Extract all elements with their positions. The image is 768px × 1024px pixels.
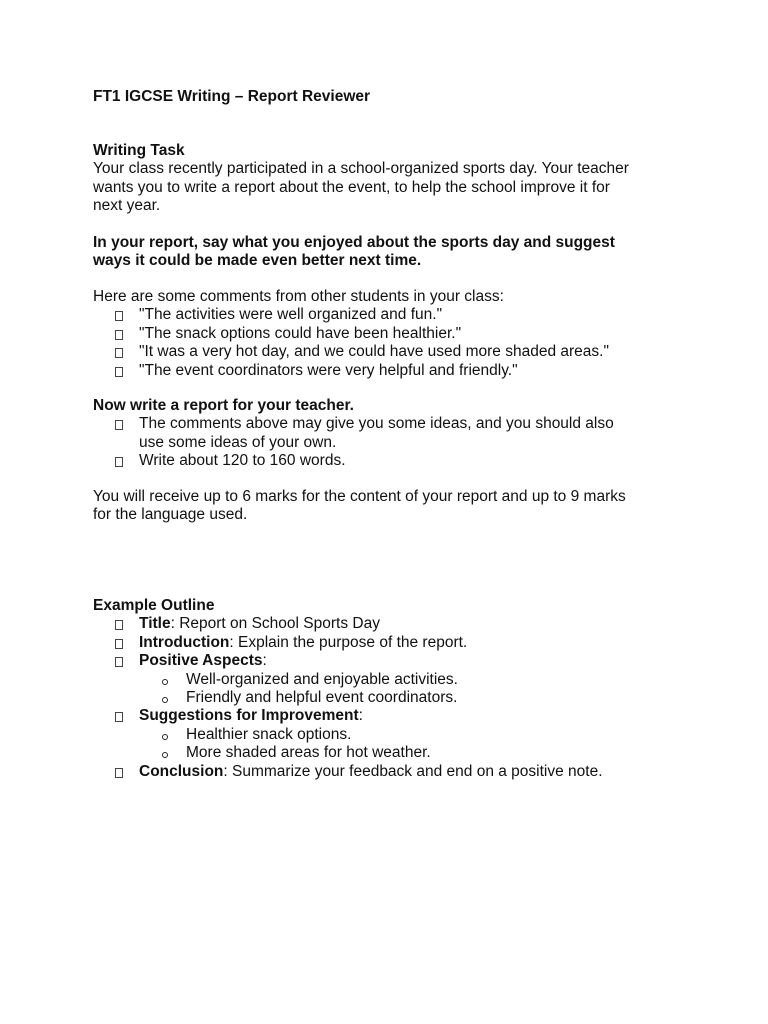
comments-section	[93, 288, 693, 380]
outline-list	[93, 763, 693, 781]
checkbox-bullet-icon	[115, 330, 123, 340]
writing-task-heading: Writing Task	[93, 142, 185, 159]
outline-text: :	[358, 707, 363, 725]
checkbox-bullet-icon	[115, 712, 123, 722]
checkbox-bullet-icon	[115, 348, 123, 358]
instruction-line: ways it could be made even better next time.	[93, 252, 422, 270]
comments-list	[93, 306, 693, 380]
comment-text: "The activities were well organized and fun."	[139, 306, 443, 324]
outline-text: :	[262, 652, 267, 670]
now-write-list	[93, 415, 693, 470]
circle-bullet-icon	[162, 734, 168, 740]
now-write-section	[93, 397, 693, 471]
suggestions-sublist	[93, 726, 693, 763]
marks-line: for the language used.	[93, 506, 248, 524]
marks-line: You will receive up to 6 marks for the content of your report and up to 9 marks	[93, 488, 626, 505]
checkbox-bullet-icon	[115, 620, 123, 630]
checkbox-bullet-icon	[115, 367, 123, 377]
comments-intro: Here are some comments from other students in your class:	[93, 288, 504, 305]
checkbox-bullet-icon	[115, 657, 123, 667]
list-item	[93, 744, 693, 762]
comment-text: "It was a very hot day, and we could have used more shaded areas."	[139, 343, 609, 361]
list-item	[93, 671, 693, 689]
document-title: FT1 IGCSE Writing – Report Reviewer	[93, 88, 371, 105]
outline-list	[93, 615, 693, 670]
bullet-line: The comments above may give you some ideas, and you should also	[139, 415, 614, 433]
outline-label: Introduction	[139, 633, 230, 651]
list-item	[93, 634, 693, 652]
checkbox-bullet-icon	[115, 311, 123, 321]
list-item	[93, 763, 693, 781]
bullet-text: Write about 120 to 160 words.	[139, 452, 346, 470]
marks-note	[93, 488, 693, 525]
outline-label: Title	[139, 615, 171, 633]
report-instruction	[93, 234, 693, 271]
list-item	[93, 343, 693, 361]
checkbox-bullet-icon	[115, 639, 123, 649]
sub-item-text: Friendly and helpful event coordinators.	[186, 689, 458, 707]
outline-label: Conclusion	[139, 762, 224, 780]
checkbox-bullet-icon	[115, 420, 123, 430]
outline-text: : Explain the purpose of the report.	[229, 633, 468, 651]
circle-bullet-icon	[162, 679, 168, 685]
writing-task-section	[93, 142, 693, 216]
outline-label: Positive Aspects	[139, 652, 263, 670]
sub-item-text: More shaded areas for hot weather.	[186, 744, 431, 762]
list-item	[93, 689, 693, 707]
comment-text: "The snack options could have been healthier."	[139, 324, 462, 342]
intro-line: Your class recently participated in a school-organized sports day. Your teacher	[93, 160, 629, 178]
outline-text: : Summarize your feedback and end on a positive note.	[223, 762, 603, 780]
writing-task-intro	[93, 160, 693, 215]
list-item	[93, 707, 693, 725]
sub-item-text: Healthier snack options.	[186, 725, 352, 743]
list-item	[93, 726, 693, 744]
circle-bullet-icon	[162, 697, 168, 703]
list-item	[93, 325, 693, 343]
checkbox-bullet-icon	[115, 457, 123, 467]
instruction-line: In your report, say what you enjoyed about the sports day and suggest	[93, 234, 615, 251]
positive-sublist	[93, 671, 693, 708]
intro-line: wants you to write a report about the event, to help the school improve it for	[93, 178, 610, 196]
bullet-line: use some ideas of your own.	[139, 433, 337, 451]
list-item	[93, 415, 693, 452]
outline-text: : Report on School Sports Day	[170, 615, 380, 633]
outline-section	[93, 597, 693, 781]
circle-bullet-icon	[162, 752, 168, 758]
comment-text: "The event coordinators were very helpful and friendly."	[139, 361, 518, 379]
checkbox-bullet-icon	[115, 768, 123, 778]
list-item	[93, 452, 693, 470]
list-item	[93, 306, 693, 324]
list-item	[93, 615, 693, 633]
sub-item-text: Well-organized and enjoyable activities.	[186, 670, 458, 688]
list-item	[93, 652, 693, 670]
outline-list	[93, 707, 693, 725]
now-write-heading: Now write a report for your teacher.	[93, 397, 354, 414]
list-item	[93, 362, 693, 380]
outline-label: Suggestions for Improvement	[139, 707, 359, 725]
intro-line: next year.	[93, 197, 161, 215]
outline-heading: Example Outline	[93, 597, 215, 614]
